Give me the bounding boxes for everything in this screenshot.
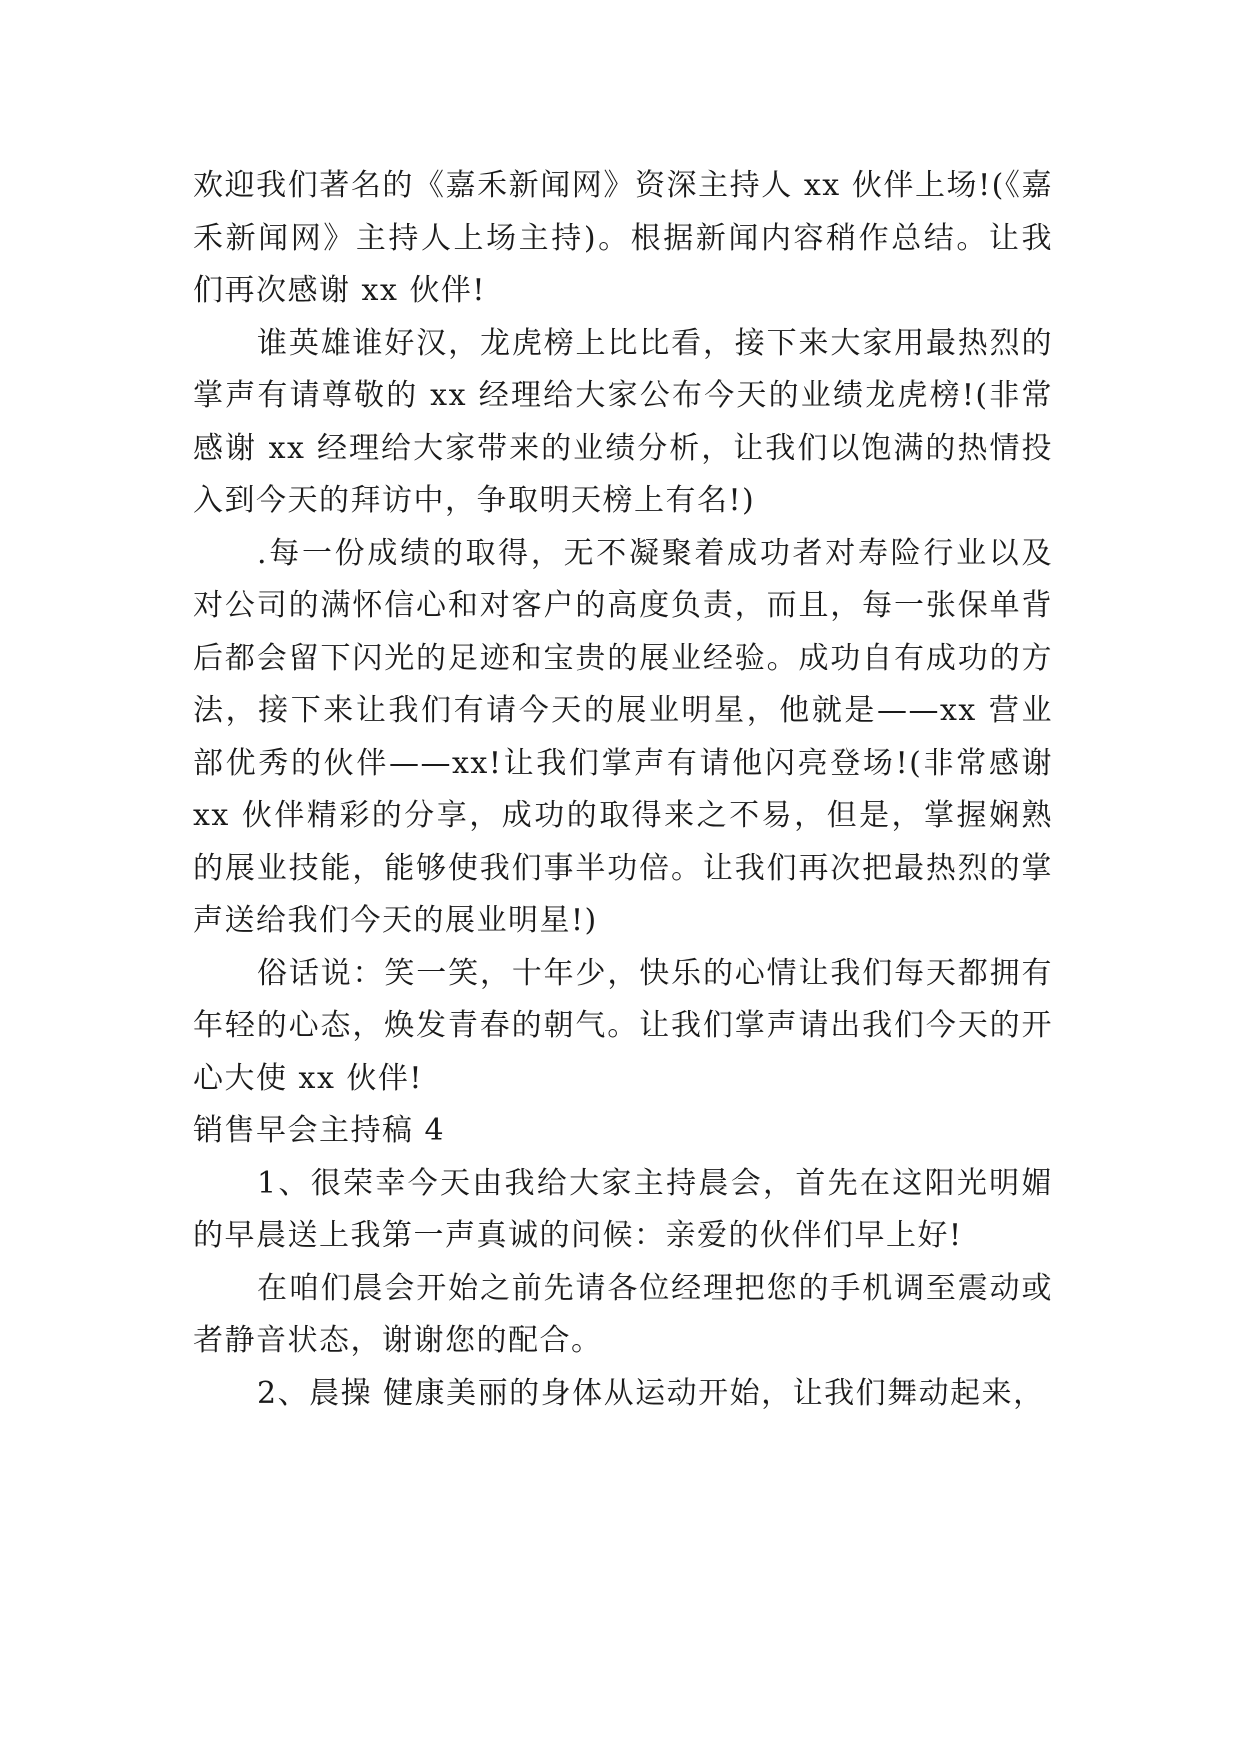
paragraph-6: 在咱们晨会开始之前先请各位经理把您的手机调至震动或者静音状态，谢谢您的配合。 bbox=[193, 1270, 1053, 1358]
paragraph-2: 谁英雄谁好汉，龙虎榜上比比看，接下来大家用最热烈的掌声有请尊敬的 xx 经理给大家公布今天的业绩龙虎榜!(非常感谢 xx 经理给大家带来的业绩分析，让我们以饱满的热情投入到今天的拜访中，争取明天榜上有名!) bbox=[193, 325, 1053, 518]
section-heading: 销售早会主持稿 4 bbox=[193, 1113, 446, 1148]
paragraph-3: .每一份成绩的取得，无不凝聚着成功者对寿险行业以及对公司的满怀信心和对客户的高度负责，而且，每一张保单背后都会留下闪光的足迹和宝贵的展业经验。成功自有成功的方法，接下来让我们有请今天的展业明星，他就是——xx 营业部优秀的伙伴——xx!让我们掌声有请他闪亮登场!(非常感谢 xx 伙伴精彩的分享，成功的取得来之不易，但是，掌握娴熟的展业技能，能够使我们事半功倍。让我们再次把最热烈的掌声送给我们今天的展业明星!) bbox=[193, 535, 1053, 938]
paragraph-5: 1、很荣幸今天由我给大家主持晨会，首先在这阳光明媚的早晨送上我第一声真诚的问候：亲爱的伙伴们早上好! bbox=[193, 1165, 1053, 1253]
document-body bbox=[193, 160, 1053, 1420]
paragraph-4: 俗话说：笑一笑，十年少，快乐的心情让我们每天都拥有年轻的心态，焕发青春的朝气。让我们掌声请出我们今天的开心大使 xx 伙伴! bbox=[193, 955, 1053, 1096]
paragraph-7: 2、晨操 健康美丽的身体从运动开始，让我们舞动起来， bbox=[257, 1375, 1045, 1411]
paragraph-1: 欢迎我们著名的《嘉禾新闻网》资深主持人 xx 伙伴上场!(《嘉禾新闻网》主持人上场主持)。根据新闻内容稍作总结。让我们再次感谢 xx 伙伴! bbox=[193, 168, 1053, 308]
